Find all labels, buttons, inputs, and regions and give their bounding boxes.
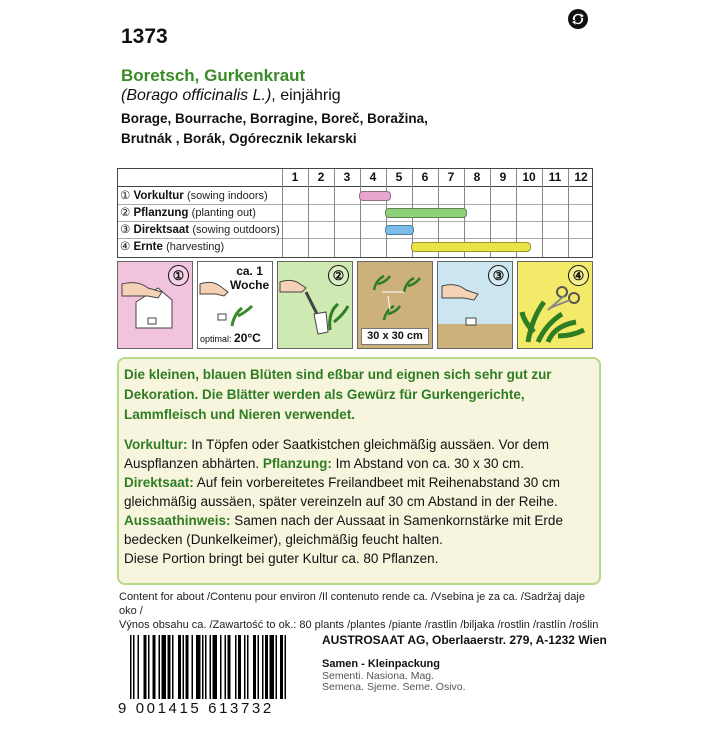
instruction-pictures xyxy=(117,261,591,349)
row-label: Ernte xyxy=(133,241,163,253)
row-label: Direktsaat xyxy=(133,224,190,236)
optimal-label: optimal: xyxy=(200,334,232,344)
spacing-label: 30 x 30 cm xyxy=(361,328,429,345)
row-label-en: (sowing outdoors) xyxy=(192,224,280,236)
germination-time xyxy=(230,264,269,292)
pflanzung-label: Pflanzung: xyxy=(262,456,332,471)
row-number: ④ xyxy=(120,241,131,253)
barcode-bar xyxy=(235,635,237,699)
barcode-bar xyxy=(205,635,207,699)
barcode-bar xyxy=(202,635,204,699)
calendar-bar xyxy=(385,225,414,235)
barcode-bar xyxy=(186,635,189,699)
row-label-en: (harvesting) xyxy=(166,241,225,253)
barcode-bar xyxy=(265,635,268,699)
barcode-bar xyxy=(262,635,264,699)
barcode-bar xyxy=(162,635,167,699)
packaging-line-1: Samen - Kleinpackung xyxy=(322,658,440,670)
month-number: 9 xyxy=(499,170,507,184)
barcode-bar xyxy=(159,635,161,699)
barcode-bar xyxy=(196,635,201,699)
barcode-bar xyxy=(172,635,174,699)
barcode-bar xyxy=(192,635,194,699)
calendar-row-pflanzung xyxy=(118,204,592,222)
barcode-bar xyxy=(276,635,278,699)
week-line-2: Woche xyxy=(230,278,270,292)
optimal-temp: 20°C xyxy=(234,331,261,345)
month-number: 6 xyxy=(421,170,429,184)
picture-direct-sowing xyxy=(437,261,513,349)
barcode-bar xyxy=(280,635,283,699)
row-label: Pflanzung xyxy=(133,207,189,219)
month-number: 2 xyxy=(317,170,325,184)
content-info xyxy=(119,590,599,632)
row-number: ③ xyxy=(120,224,131,236)
portion-text: Diese Portion bringt bei guter Kultur ca. 80 Pflanzen. xyxy=(124,551,439,566)
month-number: 7 xyxy=(447,170,455,184)
barcode-bar xyxy=(133,635,135,699)
barcode-bar xyxy=(178,635,181,699)
calendar-bar xyxy=(359,191,391,201)
latin-name-line xyxy=(121,87,341,105)
barcode-bar xyxy=(210,635,212,699)
calendar-row-vorkultur xyxy=(118,187,592,205)
row-number: ① xyxy=(120,190,131,202)
month-number: 5 xyxy=(395,170,403,184)
step-number: ② xyxy=(328,265,349,286)
barcode xyxy=(124,635,304,705)
barcode-bar xyxy=(253,635,256,699)
picture-indoor-sowing xyxy=(117,261,193,349)
barcode-bar xyxy=(148,635,150,699)
picture-germination xyxy=(197,261,273,349)
content-line-2: Výnos obsahu ca. /Zawartość to ok.: 80 plants /plantes /piante /rastlin /biljaka /rostlin /rastlín /roślin xyxy=(119,619,599,631)
sowing-calendar xyxy=(117,168,593,258)
translated-names-2: Brutnák , Borák, Ogórecznik lekarski xyxy=(121,131,357,146)
barcode-digits: 9 001415 613732 xyxy=(118,700,274,717)
calendar-bar xyxy=(385,208,468,218)
barcode-bar xyxy=(130,635,132,699)
direktsaat-label: Direktsaat: xyxy=(124,475,194,490)
annual-label: , einjährig xyxy=(271,87,341,104)
month-number: 4 xyxy=(369,170,377,184)
step-number: ③ xyxy=(488,265,509,286)
barcode-bar xyxy=(258,635,260,699)
optimal-temperature xyxy=(200,331,261,345)
picture-spacing xyxy=(357,261,433,349)
hinweis-label: Aussaathinweis: xyxy=(124,513,231,528)
barcode-bar xyxy=(153,635,156,699)
vorkultur-label: Vorkultur: xyxy=(124,437,188,452)
picture-harvesting xyxy=(517,261,593,349)
instructions xyxy=(124,435,596,568)
barcode-bar xyxy=(285,635,287,699)
calendar-row-direktsaat xyxy=(118,221,592,239)
product-code: 1373 xyxy=(121,25,168,48)
barcode-bar xyxy=(144,635,147,699)
month-number: 8 xyxy=(473,170,481,184)
direktsaat-text: Auf fein vorbereitetes Freilandbeet mit Reihenabstand 30 cm gleichmäßig aussäen, später vereinzeln auf 30 cm Abstand in der Reihe. xyxy=(124,475,560,509)
barcode-bar xyxy=(225,635,227,699)
barcode-bar xyxy=(238,635,241,699)
month-number: 3 xyxy=(343,170,351,184)
hinweis-text: Samen nach der Aussaat in Samenkornstärke mit Erde bedecken (Dunkelkeimer), gleichmäßig feucht halten. xyxy=(124,513,563,547)
product-title: Boretsch, Gurkenkraut xyxy=(121,66,306,85)
month-number: 10 xyxy=(522,170,536,184)
week-line-1: ca. 1 xyxy=(236,264,263,278)
row-number: ② xyxy=(120,207,131,219)
barcode-bar xyxy=(247,635,249,699)
row-label-en: (planting out) xyxy=(191,207,256,219)
barcode-bar xyxy=(270,635,275,699)
translated-names-1: Borage, Bourrache, Borragine, Boreč, Boražina, xyxy=(121,111,428,126)
pflanzung-text: Im Abstand von ca. 30 x 30 cm. xyxy=(331,456,524,471)
intro-text: Die kleinen, blauen Blüten sind eßbar und eignen sich sehr gut zur Dekoration. Die Blätter werden als Gewürz für Gurkengerichte, Lammfleisch und Nieren verwendet. xyxy=(124,367,552,422)
month-number: 1 xyxy=(291,170,299,184)
barcode-bar xyxy=(183,635,185,699)
calendar-bar xyxy=(411,242,531,252)
packaging-line-3: Semena. Sjeme. Seme. Osivo. xyxy=(322,681,466,693)
step-number: ① xyxy=(168,265,189,286)
barcode-bar xyxy=(168,635,171,699)
row-label: Vorkultur xyxy=(133,190,184,202)
barcode-bar xyxy=(228,635,231,699)
barcode-bar xyxy=(213,635,218,699)
info-box xyxy=(117,357,601,585)
content-line-1: Content for about /Contenu pour environ /Il contenuto rende ca. /Vsebina je za ca. /Sadržaj daje oko / xyxy=(119,591,585,617)
step-number: ④ xyxy=(568,265,589,286)
month-number: 12 xyxy=(574,170,588,184)
barcode-bar xyxy=(220,635,222,699)
barcode-bar xyxy=(138,635,140,699)
company-address: AUSTROSAAT AG, Oberlaaerstr. 279, A-1232 Wien xyxy=(322,633,607,647)
packaging-line-2: Sementi. Nasiona. Mag. xyxy=(322,670,435,682)
vorkultur-text: In Töpfen oder Saatkistchen gleichmäßig aussäen. Vor dem Auspflanzen abhärten. xyxy=(124,437,549,471)
month-number: 11 xyxy=(548,170,562,184)
latin-name: (Borago officinalis L.) xyxy=(121,87,272,104)
row-label-en: (sowing indoors) xyxy=(186,190,268,202)
barcode-bar xyxy=(244,635,246,699)
picture-planting-out xyxy=(277,261,353,349)
recycle-icon xyxy=(567,8,589,30)
